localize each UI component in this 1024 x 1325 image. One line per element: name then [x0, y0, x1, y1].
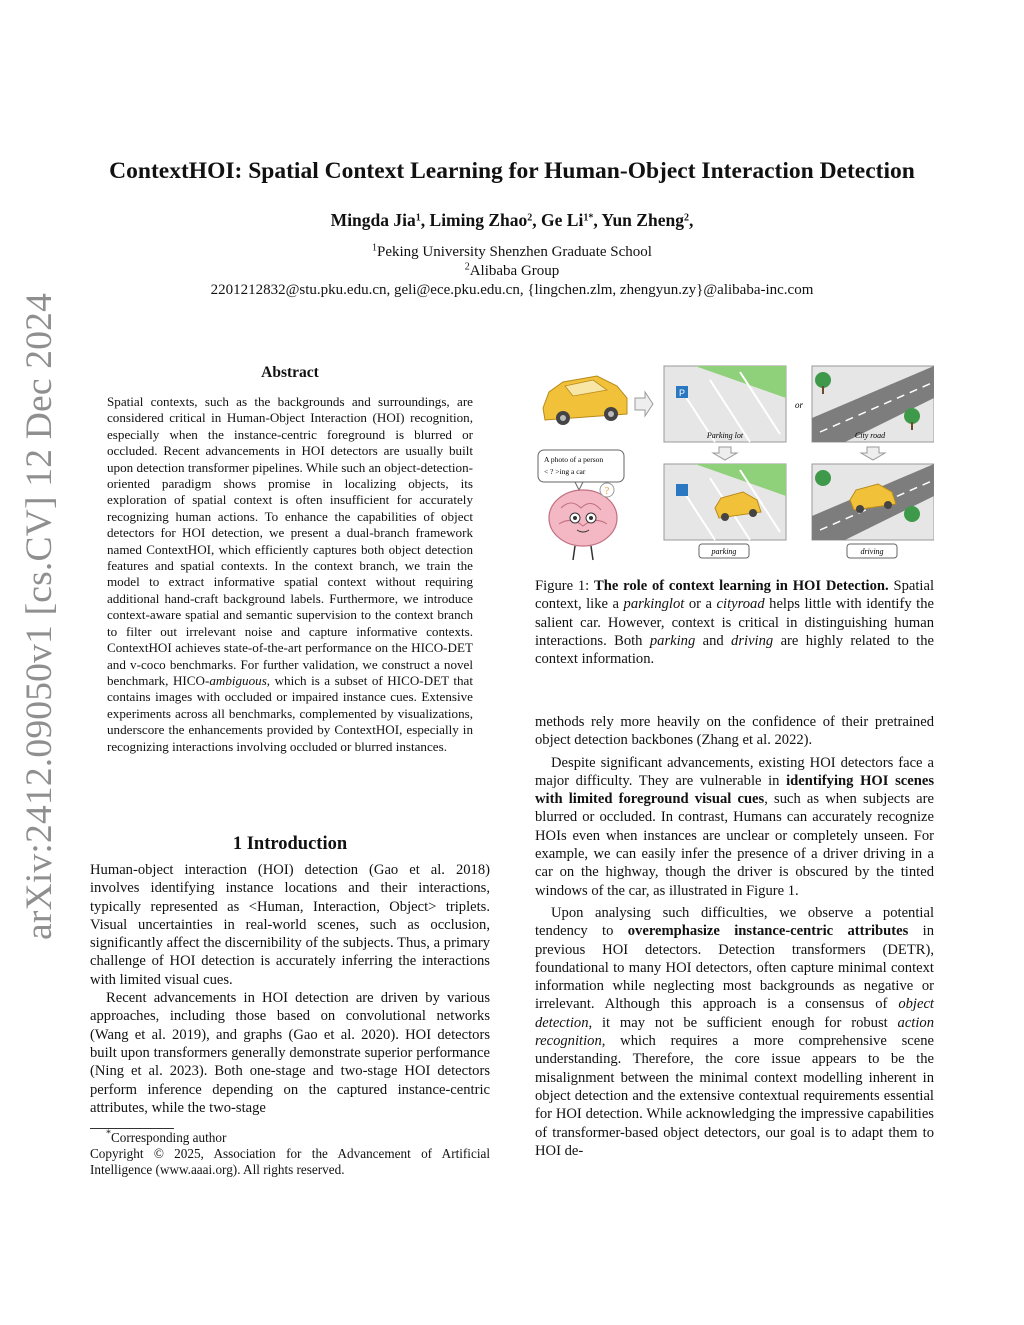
question-mark: ?: [604, 486, 610, 497]
math-text: action recognition: [535, 1014, 934, 1050]
caption-math: parking: [649, 632, 696, 649]
parking-sign-text: P: [678, 388, 686, 398]
parking-lot-with-car-scene: [664, 464, 786, 540]
abstract-text-tail: , which is a subset of HICO-DET that contains images with occluded or impaired instance cues. Extensive experiments across all benchmarks, complemented by visualizations, underscore the enhancements provided by ContextHOI, especially in recognizing interactions involving occluded or blurred instances.: [107, 672, 473, 754]
abstract-heading: Abstract: [261, 364, 319, 381]
caption-text: Spatial context, like a: [535, 578, 935, 613]
caption-label: Figure 1:: [535, 578, 595, 594]
affiliation: [0, 244, 1024, 261]
label-city-road: City road: [854, 431, 886, 440]
bold-text: identifying HOI scenes with limited foreground visual cues: [535, 772, 935, 808]
text: Despite significant advancements, existing HOI detectors face a major difficulty. They are vulnerable in: [535, 754, 934, 789]
parking-lot-scene: [664, 366, 786, 442]
footnote-text: Corresponding author: [111, 1130, 227, 1145]
math-text: object detection: [535, 996, 934, 1031]
affiliation: [0, 263, 1024, 280]
city-road-with-car-scene: [812, 464, 934, 540]
author-mark: 1: [415, 212, 421, 224]
affiliation-text: Peking University Shenzhen Graduate School: [377, 244, 652, 260]
caption-bold: The role of context learning in HOI Detection.: [594, 578, 889, 594]
car-illustration: [543, 376, 627, 425]
down-arrow-icon: [861, 447, 885, 460]
footnote-rule: [90, 1128, 174, 1129]
speech-line-2: < ? >ing a car: [544, 467, 586, 476]
arxiv-side-label: arXiv:2412.09050v1 [cs.CV] 12 Dec 2024: [19, 292, 60, 940]
paragraph: Recent advancements in HOI detection are driven by various approaches, including those based on convolutional networks (Wang et al. 2019), and graphs (Gao et al. 2020). HOI detectors built upon transformers generally demonstrate superior performance (Ning et al. 2023). Both one-stage and two-stage HOI detectors perform inference depending on the captured instance-centric attributes, while the two-stage: [90, 990, 490, 1116]
author-mark: 2: [527, 212, 533, 224]
author-name: Mingda Jia: [330, 210, 416, 230]
or-label: or: [794, 400, 804, 410]
speech-line-1: A photo of a person: [544, 455, 604, 464]
tag-parking: [699, 544, 749, 558]
affiliation-mark: 2: [464, 261, 470, 273]
label-parking-lot: Parking lot: [706, 431, 744, 440]
author-list: Mingda Jia$^1$, Liming Zhao$^2$, Ge $Li^{1*}$, Yun Zheng$^2$,: [330, 210, 694, 230]
footnotes: [90, 1130, 490, 1179]
affiliation-text: Alibaba Group: [469, 263, 560, 279]
affiliation-mark: 1: [372, 242, 378, 254]
paragraph: methods rely more heavily on the confidence of their pretrained object detection backbones (Zhang et al. 2022).: [535, 714, 934, 749]
author-name: Liming Zhao: [429, 210, 528, 230]
text: , which requires a more comprehensive scene understanding. Therefore, the core issue appears to be the misalignment between the minimal context modelling inherent in object detection and the extensive contextual requirements essential for HOI detection. While acknowledging the impressive capabilities of transformer-based object detectors, our goal is to adapt them to HOI de-: [535, 1033, 934, 1159]
bold-text: overemphasize instance-centric attributes: [627, 923, 909, 940]
abstract-text: Spatial contexts, such as the backgrounds and surroundings, are considered critical in Human-Object Interaction (HOI) recognition, especially when the instance-centric foreground is blurred or occluded. Recent advancements in HOI detectors are usually built upon detection transformer pipelines. While such an object-detection-oriented paradigm shows promise in localizing objects, its exploration of spatial context is often insufficient for accurately recognizing human actions. To enhance the capabilities of object detectors for HOI detection, we present a dual-branch framework named ContextHOI, which efficiently captures both object detection features and spatial contexts. In the context branch, we train the model to extract informative spatial context without requiring additional hand-craft background labels. Furthermore, we introduce context-aware spatial and semantic supervision to the context branch to filter out irrelevant noise and capture informative contexts. ContextHOI achieves state-of-the-art performance on the HICO-DET and v-coco benchmarks. For further validation, we construct a novel benchmark, HICO-: [107, 394, 473, 688]
abstract-body: [107, 394, 473, 755]
section-heading-introduction: 1 Introduction: [232, 834, 348, 854]
footnote-corresponding: *Corresponding author: [106, 1128, 227, 1145]
caption-math: parkinglot: [623, 596, 685, 613]
author-name: Ge Li: [541, 210, 584, 230]
figure-1: [535, 358, 934, 568]
caption-text: helps little with identify the salient car. However, context is critical in distinguishing human interactions. Both: [535, 596, 934, 649]
brain-character: [549, 483, 617, 560]
footnote-copyright: Copyright © 2025, Association for the Advancement of Artificial Intelligence (www.aaai.org). All rights reserved.: [90, 1146, 490, 1178]
caption-math: driving: [731, 632, 774, 649]
figure-1-illustration: [535, 358, 934, 568]
abstract-italic: ambiguous: [209, 672, 267, 688]
text: , such as when subjects are blurred or occluded. In contrast, Humans can accurately recognize HOIs even when instances are unclear or completely unseen. For example, we can easily infer the presence of a driver driving in a car on the highway, though the driver is obscured by the tinted windows of the car, as illustrated in Figure 1.: [535, 791, 934, 899]
caption-text: and: [695, 632, 732, 649]
paper-title: ContextHOI: Spatial Context Learning for Human-Object Interaction Detection: [109, 158, 915, 184]
tag-parking-text: parking: [711, 547, 737, 556]
caption-text: are highly related to the context information.: [535, 632, 935, 668]
caption-math: cityroad: [716, 596, 765, 613]
arrow-icon: [635, 392, 653, 416]
paragraph: [535, 754, 934, 900]
tag-driving: [847, 544, 897, 558]
text: in previous HOI detectors. Detection transformers (DETR), foundational to many HOI detectors, often capture minimal context information while neglecting most backgrounds as negative or irrelevant. Although this approach is a consensus of: [535, 923, 934, 1013]
author-mark: 1*: [583, 212, 594, 224]
city-road-scene: [812, 366, 934, 442]
text: , it may not be sufficient enough for robust: [588, 1014, 898, 1031]
author-mark: 2: [683, 212, 689, 224]
figure-caption: [535, 577, 934, 668]
paragraph: Human-object interaction (HOI) detection (Gao et al. 2018) involves identifying instance locations and their interactions, typically represented as <Human, Interaction, Object> triplets. Visual uncertainties in real-world scenes, such as occlusion, significantly affect the discernibility of the subjects. Thus, a primary challenge of HOI detection is accurately inferring the interactions with limited visual cues.: [90, 862, 490, 988]
paragraph: [535, 904, 934, 1160]
tag-driving-text: driving: [860, 547, 884, 556]
author-emails: 2201212832@stu.pku.edu.cn, geli@ece.pku.edu.cn, {lingchen.zlm, zhengyun.zy}@alibaba-inc.com: [210, 282, 814, 298]
text: Upon analysing such difficulties, we observe a potential tendency to: [535, 904, 934, 940]
right-column-body: [535, 713, 934, 1160]
introduction-body: [90, 861, 490, 1117]
down-arrow-icon: [713, 447, 737, 460]
caption-text: or a: [684, 596, 717, 613]
author-name: Yun Zheng: [601, 210, 684, 230]
